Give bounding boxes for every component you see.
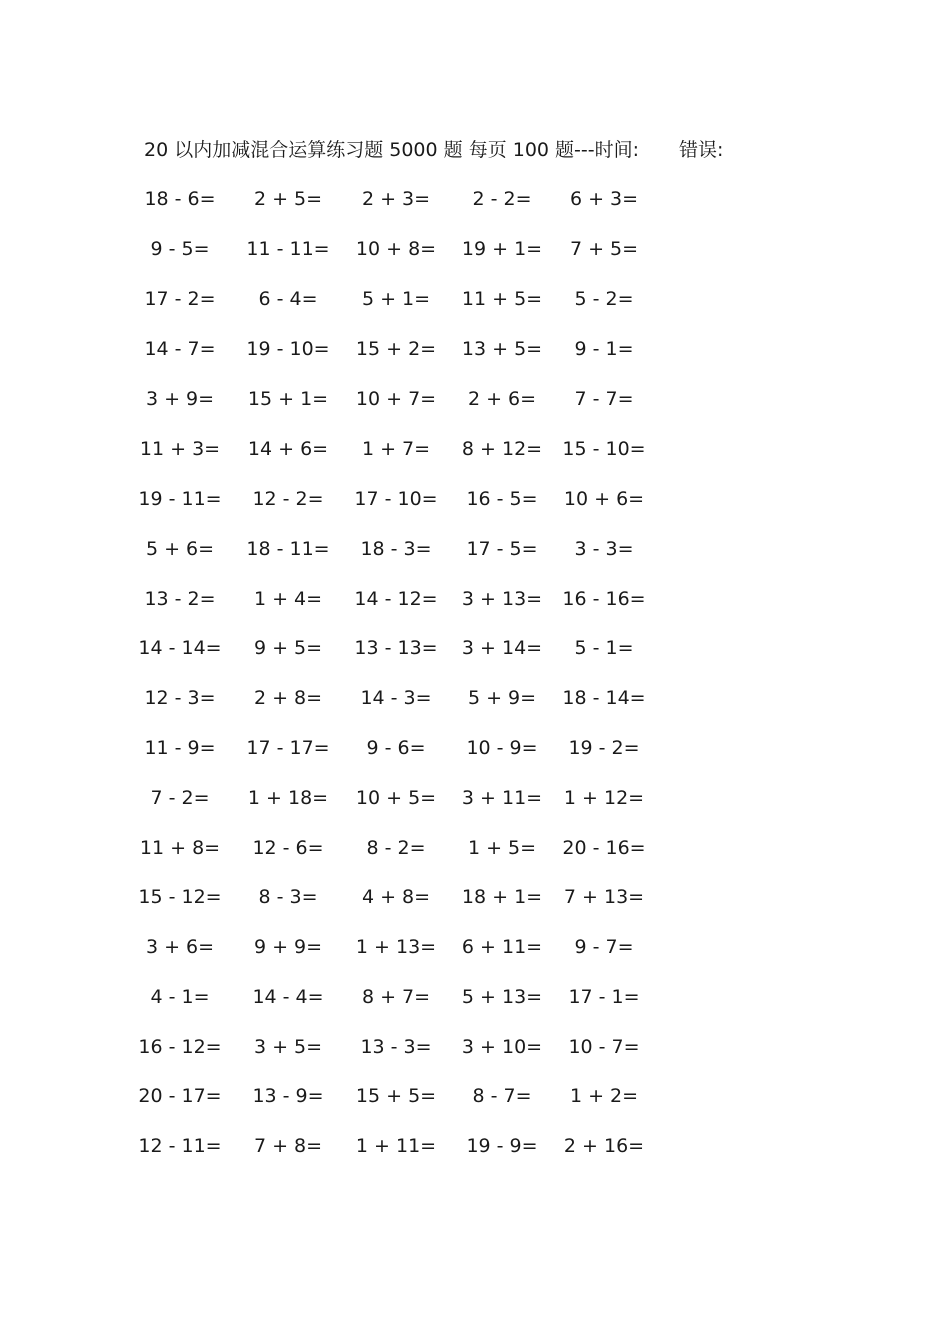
problem-item: 20 - 16= [562,837,646,859]
problem-item: 1 + 18= [247,787,329,809]
problem-item: 3 + 14= [461,637,543,659]
problem-row [140,784,680,834]
problem-item: 8 + 7= [361,986,431,1008]
problem-item: 3 + 9= [145,388,215,410]
problem-item: 8 - 2= [366,837,426,859]
problem-item: 6 + 11= [461,936,543,958]
problem-item: 13 - 2= [144,588,216,610]
problem-item: 5 - 2= [574,288,634,310]
problem-item: 9 - 1= [574,338,634,360]
problem-item: 16 - 16= [562,588,646,610]
problem-item: 18 + 1= [461,886,543,908]
problem-item: 1 + 11= [355,1135,437,1157]
problem-item: 17 - 5= [466,538,538,560]
problem-item: 14 - 7= [144,338,216,360]
problem-item: 2 + 16= [563,1135,645,1157]
problem-item: 10 + 5= [355,787,437,809]
problem-item: 14 - 4= [252,986,324,1008]
problem-item: 7 - 2= [150,787,210,809]
problem-item: 3 + 5= [253,1036,323,1058]
problem-item: 2 + 5= [253,188,323,210]
problem-row [140,1132,680,1182]
problem-item: 11 - 9= [144,737,216,759]
problem-item: 13 - 13= [354,637,438,659]
problem-item: 13 - 3= [360,1036,432,1058]
problem-item: 16 - 12= [138,1036,222,1058]
problem-item: 15 - 12= [138,886,222,908]
problem-item: 10 + 8= [355,238,437,260]
problem-item: 1 + 2= [569,1085,639,1107]
problem-item: 10 - 9= [466,737,538,759]
problem-item: 2 - 2= [472,188,532,210]
problem-item: 7 + 5= [569,238,639,260]
problem-item: 10 - 7= [568,1036,640,1058]
problem-item: 15 - 10= [562,438,646,460]
problem-row [140,734,680,784]
problem-item: 7 - 7= [574,388,634,410]
problem-item: 1 + 12= [563,787,645,809]
problem-item: 6 + 3= [569,188,639,210]
problem-item: 11 + 3= [139,438,221,460]
problem-item: 17 - 17= [246,737,330,759]
problem-item: 17 - 1= [568,986,640,1008]
problem-item: 5 - 1= [574,637,634,659]
problem-item: 5 + 6= [145,538,215,560]
error-count-label: 错误: [679,139,724,161]
problem-item: 19 - 9= [466,1135,538,1157]
problem-item: 3 + 10= [461,1036,543,1058]
problem-item: 5 + 1= [361,288,431,310]
problem-item: 12 - 11= [138,1135,222,1157]
problem-item: 9 - 5= [150,238,210,260]
problem-item: 10 + 7= [355,388,437,410]
problem-item: 17 - 2= [144,288,216,310]
problem-item: 16 - 5= [466,488,538,510]
problem-item: 2 + 6= [467,388,537,410]
problem-item: 3 + 6= [145,936,215,958]
problem-item: 9 - 7= [574,936,634,958]
problem-row [140,933,680,983]
problem-item: 8 + 12= [461,438,543,460]
problem-item: 7 + 8= [253,1135,323,1157]
problem-item: 4 + 8= [361,886,431,908]
problem-item: 15 + 1= [247,388,329,410]
problem-item: 19 - 10= [246,338,330,360]
problem-item: 18 - 3= [360,538,432,560]
problem-item: 2 + 8= [253,687,323,709]
problem-item: 11 + 5= [461,288,543,310]
problem-item: 14 - 14= [138,637,222,659]
problem-row [140,684,680,734]
problem-item: 12 - 3= [144,687,216,709]
problem-item: 15 + 2= [355,338,437,360]
problem-row [140,235,680,285]
problem-item: 1 + 13= [355,936,437,958]
problem-item: 12 - 6= [252,837,324,859]
problem-item: 14 - 3= [360,687,432,709]
problem-item: 11 + 8= [139,837,221,859]
problem-item: 11 - 11= [246,238,330,260]
problem-item: 19 - 2= [568,737,640,759]
problem-item: 2 + 3= [361,188,431,210]
problem-item: 6 - 4= [258,288,318,310]
worksheet-header [144,136,723,164]
problem-row [140,1082,680,1132]
problem-row [140,335,680,385]
problem-item: 19 + 1= [461,238,543,260]
problem-item: 8 - 3= [258,886,318,908]
problem-item: 13 + 5= [461,338,543,360]
problem-item: 1 + 7= [361,438,431,460]
problem-item: 3 + 11= [461,787,543,809]
problem-item: 1 + 5= [467,837,537,859]
problem-item: 5 + 9= [467,687,537,709]
problem-item: 18 - 11= [246,538,330,560]
problem-item: 15 + 5= [355,1085,437,1107]
problem-row [140,485,680,535]
problem-item: 9 + 5= [253,637,323,659]
problem-row [140,185,680,235]
problem-item: 12 - 2= [252,488,324,510]
problem-item: 4 - 1= [150,986,210,1008]
problem-item: 9 - 6= [366,737,426,759]
problem-row [140,883,680,933]
problem-item: 1 + 4= [253,588,323,610]
problem-item: 7 + 13= [563,886,645,908]
problem-item: 8 - 7= [472,1085,532,1107]
problem-item: 5 + 13= [461,986,543,1008]
problem-row [140,435,680,485]
problem-item: 14 - 12= [354,588,438,610]
problem-item: 20 - 17= [138,1085,222,1107]
problem-item: 3 + 13= [461,588,543,610]
problem-row [140,535,680,585]
problem-item: 18 - 14= [562,687,646,709]
problem-item: 14 + 6= [247,438,329,460]
problem-item: 18 - 6= [144,188,216,210]
problem-row [140,285,680,335]
problem-row [140,834,680,884]
problem-row [140,634,680,684]
problem-item: 19 - 11= [138,488,222,510]
problem-row [140,1033,680,1083]
problem-item: 10 + 6= [563,488,645,510]
worksheet-title: 20 以内加减混合运算练习题 5000 题 每页 100 题---时间: [144,139,640,161]
problem-row [140,385,680,435]
problem-item: 3 - 3= [574,538,634,560]
problem-item: 9 + 9= [253,936,323,958]
problem-item: 17 - 10= [354,488,438,510]
problem-item: 13 - 9= [252,1085,324,1107]
problem-row [140,983,680,1033]
problem-row [140,585,680,635]
